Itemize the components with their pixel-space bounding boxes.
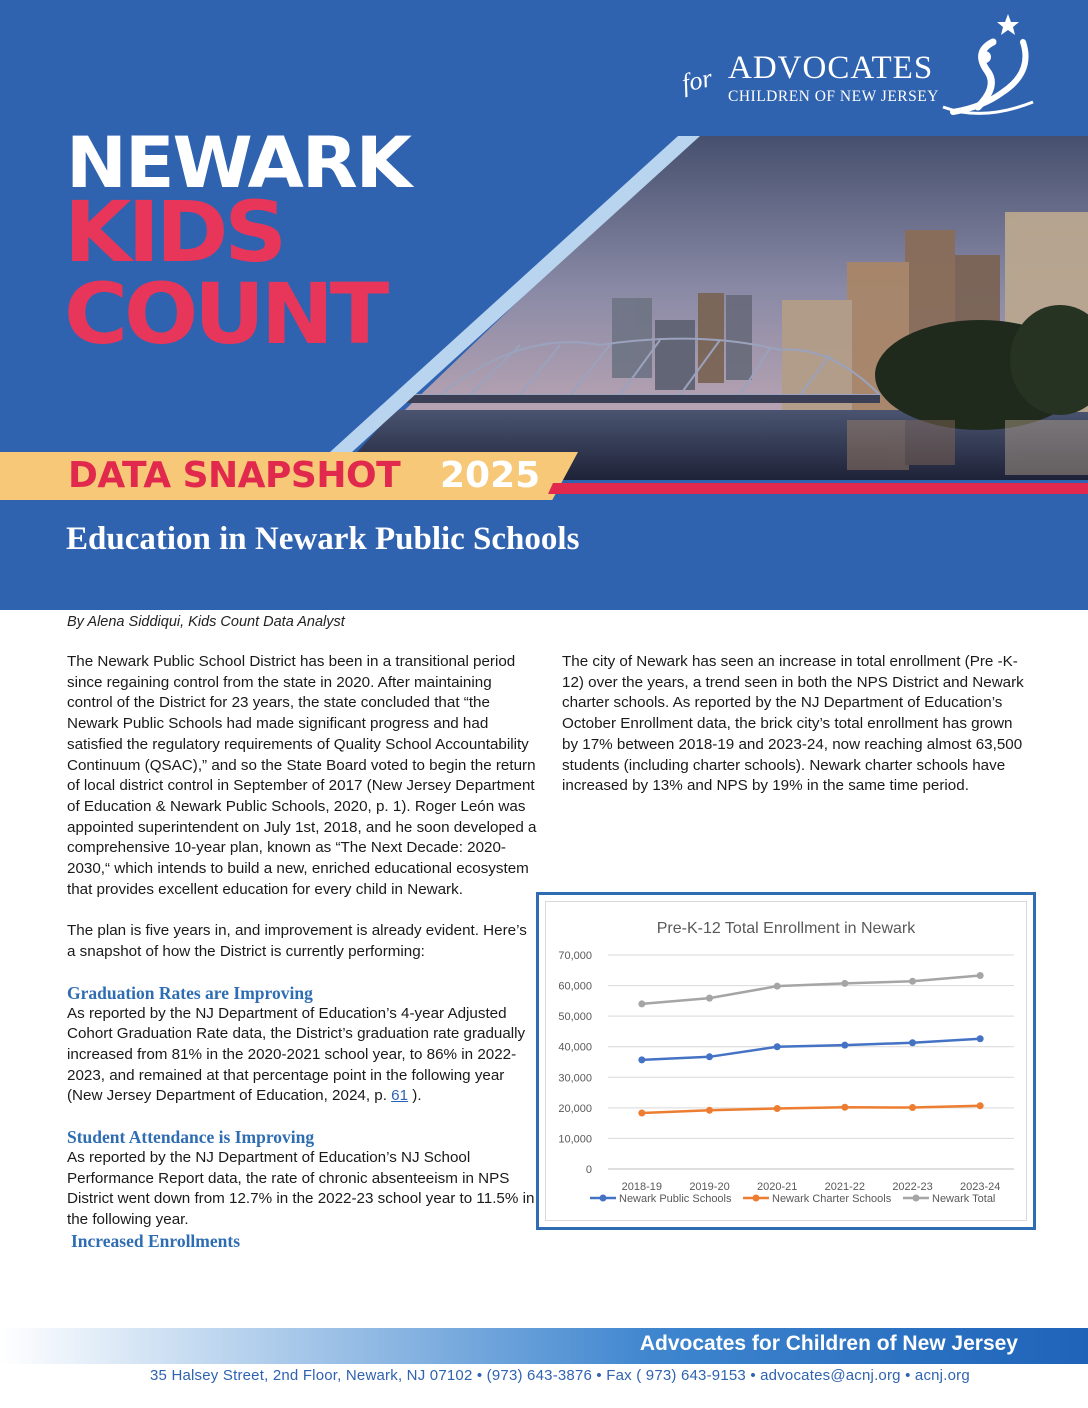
series-line (642, 1039, 980, 1060)
data-point (706, 1107, 713, 1114)
x-tick-label: 2018-19 (621, 1181, 663, 1193)
data-point (841, 980, 848, 987)
y-tick-label: 10,000 (558, 1133, 592, 1146)
graduation-text-end: ). (408, 1087, 422, 1105)
data-point (638, 1000, 645, 1007)
footer-org-name: Advocates for Children of New Jersey (639, 1332, 1018, 1355)
series-line (642, 1106, 980, 1113)
y-tick-label: 30,000 (558, 1072, 592, 1085)
data-point (638, 1056, 645, 1063)
title-newark: NEWARK (66, 122, 411, 204)
attendance-heading: Student Attendance is Improving (67, 1127, 315, 1148)
logo-name-text: ADVOCATES (728, 50, 934, 86)
leaping-child-icon (933, 12, 1048, 124)
data-point (977, 1102, 984, 1109)
y-tick-label: 0 (585, 1164, 592, 1176)
legend-label: Newark Charter Schools (772, 1193, 892, 1205)
x-tick-label: 2022-23 (892, 1181, 933, 1193)
intro-paragraph: The Newark Public School District has been in a transitional period since regaining control from the state in 2020. After maintaining control of the District for 23 years, the state concluded that “the Newark Public Schools had made significant progress and had satisfied the regulatory requirements of Quality School Accountability Continuum (QSAC),” and so the State Board voted to begin the return of local district control in September of 2017 (New Jersey Department of Education & Newark Public Schools, 2020, p. 1). Roger León was appointed superintendent on July 1st, 2018, and he soon developed a comprehensive 10-year plan, known as “The Next Decade: 2020-2030,“ which intends to build a new, enriched educational ecosystem that provides excellent education for every child in Newark. (67, 653, 537, 898)
title-count: COUNT (64, 265, 386, 363)
data-point (841, 1042, 848, 1049)
x-tick-label: 2023-24 (959, 1181, 1001, 1193)
chart-area (545, 901, 1027, 1221)
logo-for-text: for (679, 63, 715, 98)
enrollment-paragraph: The city of Newark has seen an increase in total enrollment (Pre -K-12) over the years, a trend seen in both the NPS District and Newark charter schools. As reported by the NJ Department of Education’s October Enrollment data, the brick city’s total enrollment has grown by 17% between 2018-19 and 2023-24, now reaching almost 63,500 students (including charter schools). Newark charter schools have increased by 13% and NPS by 19% in the same time period. (562, 653, 1024, 795)
data-point (977, 1035, 984, 1042)
legend-label: Newark Total (932, 1193, 996, 1205)
enrollment-chart (536, 892, 1036, 1230)
x-tick-label: 2019-20 (689, 1181, 730, 1193)
data-point (774, 1105, 781, 1112)
banner-data-snapshot: DATA SNAPSHOT (68, 455, 401, 496)
y-tick-label: 50,000 (558, 1011, 592, 1024)
banner-year: 2025 (440, 455, 541, 496)
legend-marker (600, 1195, 607, 1202)
data-point (909, 978, 916, 985)
data-point (706, 1053, 713, 1060)
legend-label: Newark Public Schools (619, 1193, 732, 1205)
logo-subtitle-text: CHILDREN OF NEW JERSEY (728, 88, 939, 105)
data-point (638, 1110, 645, 1117)
y-tick-label: 60,000 (558, 980, 592, 993)
data-point (909, 1039, 916, 1046)
data-point (977, 972, 984, 979)
title-kids: KIDS (64, 183, 284, 281)
acnj-logo (648, 12, 1068, 132)
y-tick-label: 70,000 (558, 950, 592, 962)
chart-title: Pre-K-12 Total Enrollment in Newark (656, 920, 916, 937)
graduation-heading: Graduation Rates are Improving (67, 982, 313, 1003)
graduation-text: As reported by the NJ Department of Education’s 4-year Adjusted Cohort Graduation Rate data, the District’s graduation rate gradually increased from 81% in the 2020-2021 school year, to 86% in 2022-2023, and remained at that percentage point in the following year (New Jersey Department of Education, 2024, p. (67, 1004, 526, 1105)
footer-contact: 35 Halsey Street, 2nd Floor, Newark, NJ 07102 • (973) 643-3876 • Fax ( 973) 643-9153 • advocates@acnj.org • acnj.org (150, 1367, 970, 1384)
x-tick-label: 2020-21 (756, 1181, 798, 1193)
left-column (67, 652, 537, 1252)
page-subtitle: Education in Newark Public Schools (66, 521, 580, 557)
x-tick-label: 2021-22 (824, 1181, 866, 1193)
citation-link[interactable]: 61 (391, 1087, 409, 1105)
y-tick-label: 40,000 (558, 1041, 592, 1054)
graduation-paragraph (67, 1004, 537, 1108)
data-point (774, 1043, 781, 1050)
data-point (909, 1104, 916, 1111)
y-tick-label: 20,000 (558, 1102, 592, 1115)
plan-paragraph: The plan is five years in, and improvement is already evident. Here’s a snapshot of how the District is currently performing: (67, 922, 527, 960)
series-line (642, 975, 980, 1003)
data-point (841, 1104, 848, 1111)
legend-marker (753, 1195, 760, 1202)
legend-marker (913, 1195, 920, 1202)
enrollment-line-chart (546, 902, 1026, 1220)
right-column (562, 652, 1032, 797)
data-point (774, 983, 781, 990)
attendance-paragraph: As reported by the NJ Department of Education’s NJ School Performance Report data, the rate of chronic absenteeism in NPS District went down from 12.7% in the 2022-23 school year to 11.5% in the following year. (67, 1149, 535, 1229)
enrollment-heading: Increased Enrollments (71, 1230, 241, 1251)
data-point (706, 995, 713, 1002)
byline: By Alena Siddiqui, Kids Count Data Analyst (67, 614, 345, 630)
header-banner (0, 0, 1088, 610)
